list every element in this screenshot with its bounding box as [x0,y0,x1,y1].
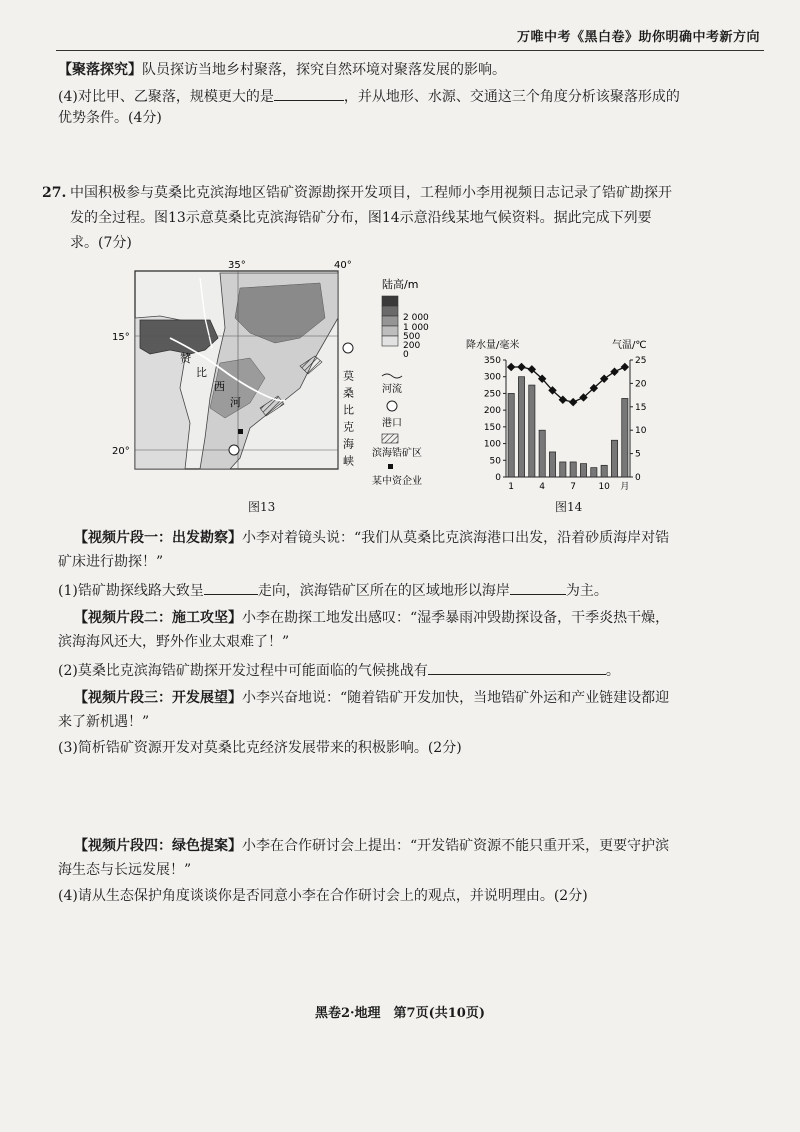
precip-bar-4 [539,430,545,477]
settlement-section-text: 队员探访当地乡村聚落，探究自然环境对聚落发展的影响。 [142,62,506,78]
legend-val-500: 500 [403,332,421,342]
settlement-section-label: 【聚落探究】 [58,62,142,78]
answer-blank[interactable] [204,580,258,595]
clip2-label: 【视频片段二：施工攻坚】 [74,610,242,626]
clip3-line2: 来了新机遇！” [58,714,150,730]
precip-bar-3 [529,385,535,477]
clip1-line2: 矿床进行勘探！” [58,554,164,570]
figure-14-climate-chart [462,330,662,495]
legend-val-0: 0 [403,350,409,360]
clip2-line2: 滨海海风还大，野外作业太艰难了！” [58,634,290,650]
port-north [343,343,353,353]
legend-swatch-5 [382,336,398,346]
legend-company-icon [388,464,393,469]
legend-swatch-4 [382,326,398,336]
precip-bar-8 [580,464,586,477]
precip-bar-12 [622,398,628,477]
company-marker [238,429,243,434]
q27-intro-1: 中国积极参与莫桑比克滨海地区锆矿资源勘探开发项目，工程师小李用视频日志记录了锆矿勘探开 [70,185,672,201]
legend-company-label: 某中资企业 [372,476,422,487]
y-tick-label-right: 25 [635,356,647,366]
x-tick-label: 4 [539,482,546,492]
q27-4: (4)请从生态保护角度谈谈你是否同意小李在合作研讨会上的观点，并说明理由。(2分) [58,888,588,904]
port-south [229,445,239,455]
clip2-text1: 小李在勘探工地发出感叹：“湿季暴雨冲毁勘探设备，干季炎热干燥， [242,610,670,626]
precip-bar-1 [508,393,514,477]
lat-label-15: 15° [112,332,130,343]
answer-blank[interactable] [510,580,566,595]
y-axis-label-left: 降水量/毫米 [466,340,520,351]
clip4-line1 [74,836,669,856]
legend-val-1000: 1 000 [403,323,429,333]
clip3-label: 【视频片段三：开发展望】 [74,690,242,706]
q27-intro-2: 发的全过程。图13示意莫桑比克滨海锆矿分布，图14示意沿线某地气候资料。据此完成下列要 [70,210,652,226]
region-char-3: 西 [214,380,225,393]
y-tick-label-left: 50 [489,456,501,467]
clip1-line1 [74,528,669,548]
precip-bar-11 [611,440,617,477]
clip3-text1: 小李兴奋地说：“随着锆矿开发加快，当地锆矿外运和产业链建设都迎 [242,690,670,706]
legend-river-label: 河流 [382,384,402,395]
precip-bar-6 [560,462,566,477]
legend-val-200: 200 [403,341,421,351]
precip-bar-2 [518,377,524,477]
legend-zircon-label: 滨海锆矿区 [372,448,422,459]
legend-river-icon [382,374,402,378]
y-tick-label-right: 5 [635,449,641,460]
temperature-line [511,367,625,402]
strait-label-text: 莫桑比克海峡 [341,370,355,472]
legend-swatch-1 [382,296,398,306]
x-tick-label: 7 [570,482,577,492]
region-char-4: 河 [230,396,241,409]
x-axis-unit-label: 月 [620,482,630,492]
precip-bar-9 [591,468,597,477]
settlement-section [58,60,506,80]
clip1-label: 【视频片段一：出发勘察】 [74,530,242,546]
clip1-text1: 小李对着镜头说：“我们从莫桑比克滨海港口出发，沿着砂质海岸对锆 [242,530,670,546]
page-footer: 黑卷2·地理 第7页(共10页) [314,1006,485,1021]
region-char-1: 赞 [180,352,191,365]
y-tick-label-right: 0 [635,473,641,483]
lon-label-40: 40° [334,260,352,271]
temperature-point-1 [507,363,515,371]
lat-label-20: 20° [112,446,130,457]
legend-port-label: 港口 [382,418,402,429]
legend-port-icon [387,401,397,411]
precip-bar-7 [570,462,576,477]
temperature-point-2 [517,363,525,371]
page-header: 万唯中考《黑白卷》助你明确中考新方向 [516,30,760,45]
figure-14-caption: 图14 [555,500,583,514]
precip-bar-5 [549,452,555,477]
clip4-label: 【视频片段四：绿色提案】 [74,838,242,854]
temperature-point-7 [569,398,577,406]
y-tick-label-left: 100 [483,439,501,450]
temperature-point-11 [610,367,618,375]
legend-val-2000: 2 000 [403,313,429,323]
figure-13-caption: 图13 [248,500,276,514]
q27-1 [58,580,608,601]
lon-label-35: 35° [228,260,246,271]
x-tick-label: 10 [598,482,610,492]
answer-blank[interactable] [274,86,344,101]
q26-4-suffix: ，并从地形、水源、交通这三个角度分析该聚落形成的 [343,89,680,105]
q27-number: 27. [42,185,67,201]
y-tick-label-left: 250 [483,389,501,400]
header-divider [56,50,764,51]
legend-zircon-icon [382,434,398,443]
elevation-legend [382,296,429,360]
clip3-line1 [74,688,669,708]
y-tick-label-left: 200 [483,406,501,417]
y-tick-label-right: 15 [635,402,647,413]
q27-1-a: (1)锆矿勘探线路大致呈 [58,583,204,599]
clip4-text1: 小李在合作研讨会上提出：“开发锆矿资源不能只重开采，更要守护滨 [242,838,670,854]
strait-label [342,369,355,472]
clip2-line1 [74,608,669,628]
legend-swatch-3 [382,316,398,326]
q26-4-line1 [58,86,680,107]
q27-2-a: (2)莫桑比克滨海锆矿勘探开发过程中可能面临的气候挑战有 [58,663,428,679]
clip4-line2: 海生态与长远发展！” [58,862,192,878]
y-tick-label-right: 20 [635,379,647,390]
y-tick-label-left: 0 [495,473,501,483]
q26-4-prefix: (4)对比甲、乙聚落，规模更大的是 [58,89,274,105]
region-char-2: 比 [196,366,207,379]
y-tick-label-left: 300 [483,372,501,383]
q27-2-b: 。 [605,663,620,679]
answer-blank[interactable] [428,660,606,675]
q27-1-b: 走向，滨海锆矿区所在的区域地形以海岸 [257,583,510,599]
q27-3: (3)简析锆矿资源开发对莫桑比克经济发展带来的积极影响。(2分) [58,740,462,756]
x-tick-label: 1 [508,482,515,492]
y-tick-label-right: 10 [635,426,647,437]
legend-title: 陆高/m [382,278,419,291]
q27-1-c: 为主。 [565,583,608,599]
q27-2 [58,660,620,681]
y-axis-label-right: 气温/℃ [612,340,647,351]
q27-intro-3: 求。(7分) [70,235,132,251]
temperature-point-12 [621,363,629,371]
legend-swatch-2 [382,306,398,316]
q26-4-line2: 优势条件。(4分) [58,110,162,126]
precip-bar-10 [601,465,607,477]
figure-13-map [100,258,480,493]
y-tick-label-left: 350 [483,356,501,366]
y-tick-label-left: 150 [483,422,501,433]
